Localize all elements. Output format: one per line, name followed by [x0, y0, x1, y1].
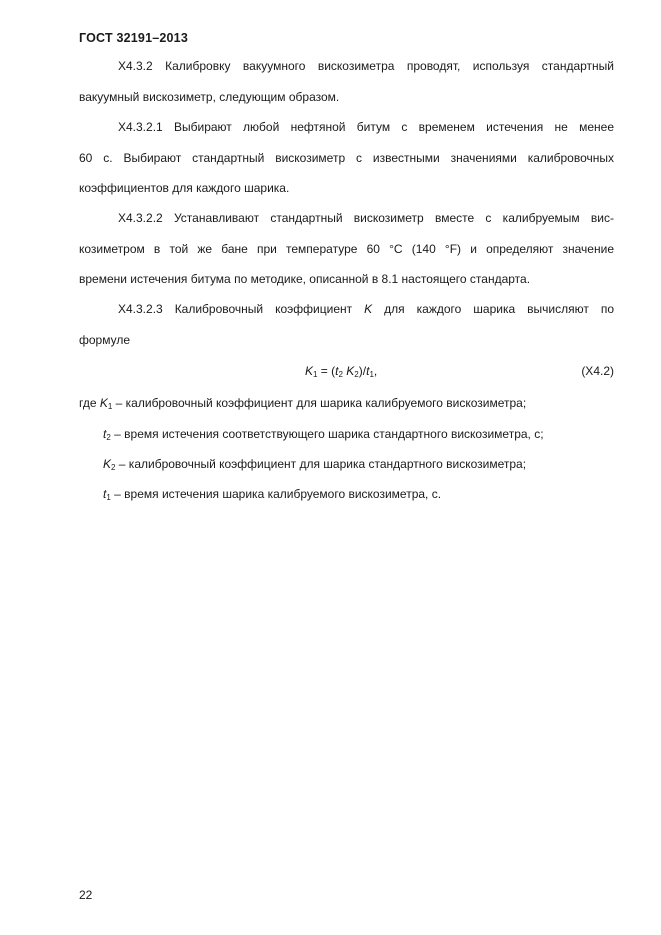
formula-var: K [346, 364, 355, 378]
definition-text: – время истечения шарика калибруемого вискозиметра, с. [110, 487, 442, 501]
formula-row [79, 364, 614, 380]
paragraph-line: козиметром в той же бане при температуре 60 °С (140 °F) и определяют значение [79, 241, 614, 256]
variable-k: K [364, 302, 373, 316]
formula-text: = ( [317, 364, 336, 378]
where-label: где [79, 396, 97, 410]
formula-subscript: 1 [369, 370, 374, 379]
definition-text: – время истечения соответствующего шарика стандартного вискозиметра, с; [110, 427, 544, 441]
formula-text: , [373, 364, 378, 378]
paragraph-x4-3-2-3 [79, 302, 614, 363]
definition-var: t [103, 427, 107, 441]
formula-var: K [305, 364, 314, 378]
formula-subscript: 2 [338, 370, 343, 379]
definition-var: K [99, 396, 108, 410]
definition-var: t [103, 487, 107, 501]
definition-k1 [79, 396, 526, 411]
definition-t2 [103, 427, 544, 442]
definition-var: K [103, 457, 112, 471]
paragraph-line: 60 с. Выбирают стандартный вискозиметр с известными значениями калибровочных [79, 150, 614, 165]
formula-var: t [366, 364, 370, 378]
equation-number: (X4.2) [581, 364, 614, 378]
paragraph-line: вакуумный вискозиметр, следующим образом. [79, 89, 340, 104]
document-header: ГОСТ 32191–2013 [79, 31, 188, 45]
paragraph-line: времени истечения битума по методике, описанной в 8.1 настоящего стандарта. [79, 272, 531, 286]
paragraph-line: X4.3.2.1 Выбирают любой нефтяной битум с временем истечения не менее [118, 120, 614, 134]
definition-text: – калибровочный коэффициент для шарика стандартного вискозиметра; [115, 457, 527, 471]
paragraph-line: формуле [79, 332, 131, 347]
text-span: для каждого шарика вычисляют по [384, 302, 614, 316]
paragraph-line [79, 302, 614, 333]
formula-var: t [335, 364, 339, 378]
paragraph-line: X4.3.2 Калибровку вакуумного вискозиметра проводят, используя стандартный [118, 59, 614, 73]
definition-text: – калибровочный коэффициент для шарика калибруемого вискозиметра; [112, 396, 527, 410]
formula-subscript: 1 [313, 370, 318, 379]
paragraph-line: коэффициентов для каждого шарика. [79, 181, 290, 195]
definition-subscript: 2 [106, 433, 111, 442]
paragraph-x4-3-2-1 [79, 120, 614, 212]
definition-t1 [103, 487, 441, 502]
paragraph-line: X4.3.2.2 Устанавливают стандартный вискозиметр вместе с калибруемым вис- [118, 211, 614, 225]
formula-subscript: 2 [354, 370, 359, 379]
page-number: 22 [79, 888, 93, 902]
formula-text: )/ [358, 364, 367, 378]
paragraph-x4-3-2 [79, 59, 614, 120]
definition-subscript: 2 [111, 463, 116, 472]
definition-subscript: 1 [107, 402, 113, 411]
definition-k2 [103, 457, 526, 472]
definition-subscript: 1 [106, 493, 111, 502]
text-span: X4.3.2.3 Калибровочный коэффициент [118, 302, 353, 316]
formula [305, 364, 377, 379]
paragraph-x4-3-2-2 [79, 211, 614, 303]
